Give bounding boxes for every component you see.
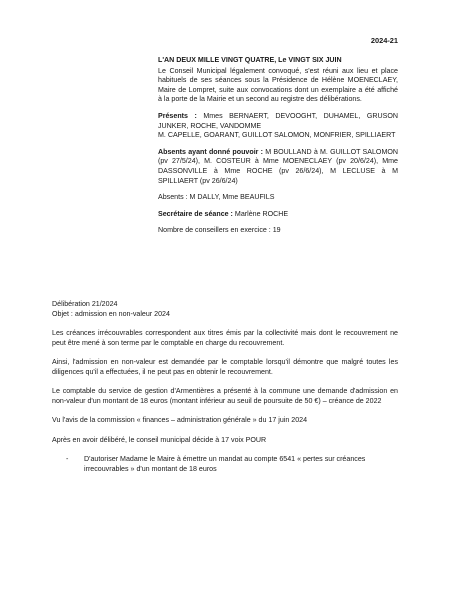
deliberation-number: Délibération 21/2024 (52, 300, 118, 308)
absents-list: Absents : M DALLY, Mme BEAUFILS (158, 193, 275, 202)
deliberation-object: Objet : admission en non-valeur 2024 (52, 309, 170, 318)
paragraph-3: Le comptable du service de gestion d'Armentières a présenté à la commune une demande d'admission en non-valeur d'un montant de 18 euros (montant inférieur au seuil de poursuite de 50 €) – créance de 2022 (52, 387, 398, 405)
absents-pouvoir-text: M BOULLAND à M. GUILLOT SALOMON (pv 27/5/24), M. COSTEUR à Mme MOENECLAEY (pv 20/6/24), Mme DASSONVILLE à Mme ROCHE (pv 26/6/24), M LECLUSE à M SPILLIAERT (pv 26/6/24) (158, 147, 398, 185)
decision-item-text: D'autoriser Madame le Maire à émettre un mandat au compte 6541 « pertes sur créances irrecouvrables » d'un montant de 18 euros (84, 455, 366, 473)
reference-number: 2024-21 (370, 36, 398, 45)
presents-line2: M. CAPELLE, GOARANT, GUILLOT SALOMON, MONFRIER, SPILLIAERT (158, 131, 396, 140)
paragraph-4: Vu l'avis de la commission « finances – administration générale » du 17 juin 2024 (52, 416, 308, 424)
secretaire-label: Secrétaire de séance : (158, 209, 233, 218)
session-header (158, 56, 398, 243)
secretaire-section (158, 210, 398, 220)
presents-section (158, 112, 398, 131)
presents-label: Présents : (158, 111, 197, 120)
absents-pouvoir-label: Absents ayant donné pouvoir : (158, 147, 264, 156)
absents-pouvoir-section (158, 148, 398, 186)
list-dash: - (66, 455, 69, 463)
session-title: L'AN DEUX MILLE VINGT QUATRE, Le VINGT SIX JUIN (158, 56, 342, 64)
presents-line1: Mmes BERNAERT, DEVOOGHT, DUHAMEL, GRUSON JUNKER, ROCHE, VANDOMME (158, 111, 398, 130)
conseillers-count: Nombre de conseillers en exercice : 19 (158, 226, 281, 235)
session-intro: Le Conseil Municipal légalement convoqué, s'est réuni aux lieu et place habituels de ses séances sous la Présidence de Hélène MOENECLAEY, Maire de Lompret, suite aux convocations dont un exemplaire a été affiché à la porte de la Mairie et un second au registre des délibérations. (158, 66, 398, 104)
deliberation-heading (52, 300, 398, 319)
paragraph-2: Ainsi, l'admission en non-valeur est demandée par le comptable lorsqu'il démontre que malgré toutes les diligences qu'il a effectuées, il ne peut pas en obtenir le recouvrement. (52, 358, 398, 376)
paragraph-5: Après en avoir délibéré, le conseil municipal décide à 17 voix POUR (52, 435, 267, 444)
decision-list-item (66, 455, 398, 474)
secretaire-name: Marlène ROCHE (234, 209, 289, 218)
deliberation-body (52, 300, 398, 474)
paragraph-1: Les créances irrécouvrables correspondent aux titres émis par la collectivité mais dont le recouvrement ne peut être mené à son terme par le comptable en charge du recouvrement. (52, 329, 398, 347)
